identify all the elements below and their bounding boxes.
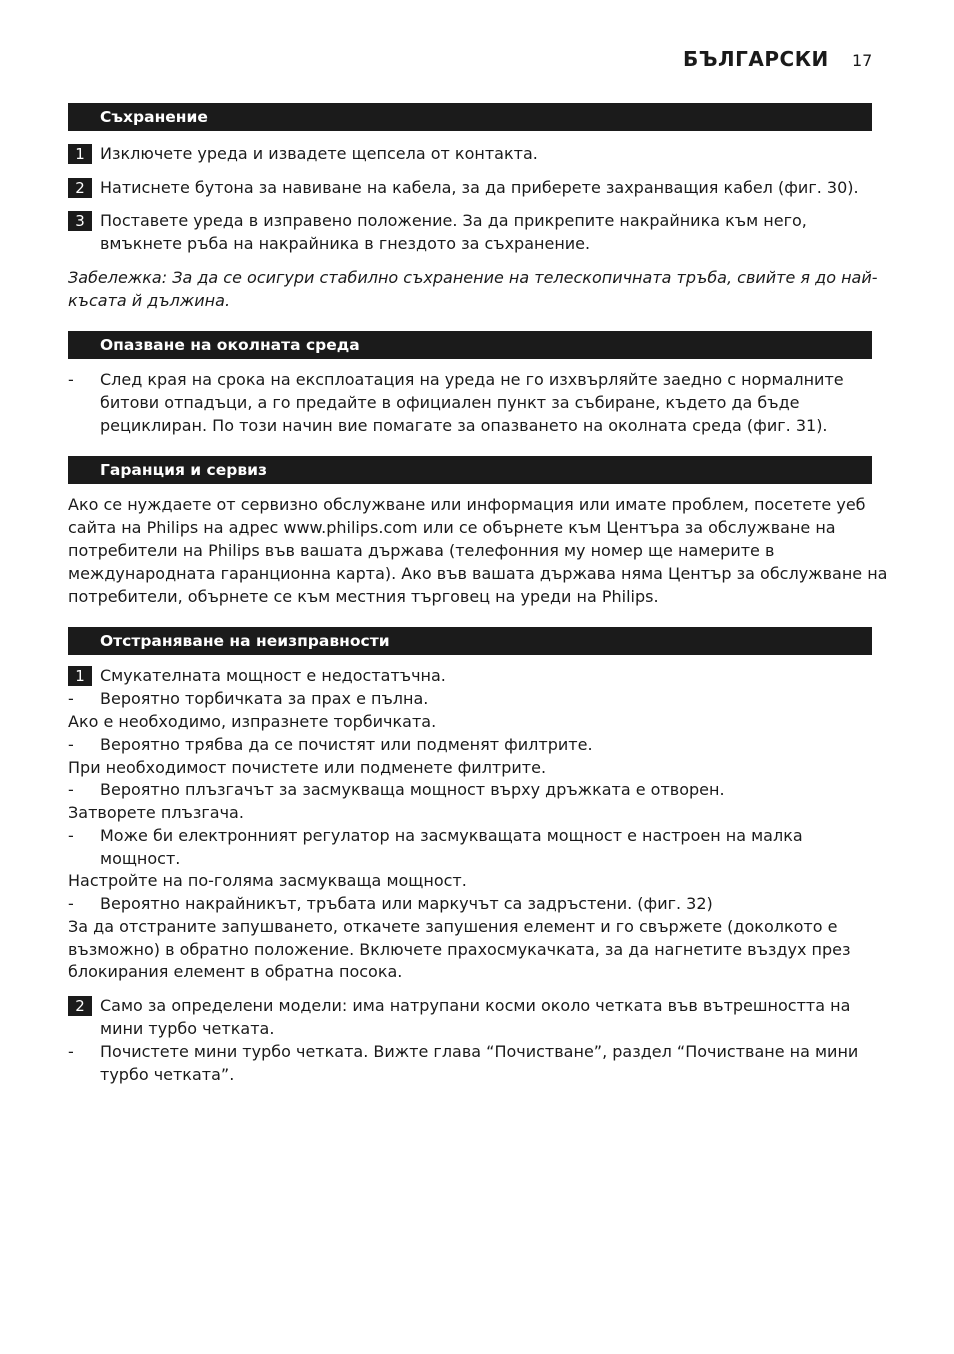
solution-line: За да отстраните запушването, откачете запушения елемент и го свържете (доколкото е — [68, 917, 838, 936]
section-title: Отстраняване на неизправности — [100, 632, 390, 650]
bullet-dash: - — [68, 689, 74, 708]
paragraph-line: потребители, обърнете се към местния търговец на уреди на Philips. — [68, 587, 659, 606]
language-label: БЪЛГАРСКИ — [683, 47, 829, 71]
problem-title: мини турбо четката. — [100, 1019, 275, 1038]
paragraph-line: битови отпадъци, а го предайте в официален пункт за събиране, където да бъде — [100, 393, 800, 412]
step-text: вмъкнете ръба на накрайника в гнездото за съхранение. — [100, 234, 591, 253]
storage-note: късата й дължина. — [68, 291, 231, 310]
step-number-badge: 2 — [68, 178, 92, 198]
bullet-dash: - — [68, 735, 74, 754]
problem-title: Смукателната мощност е недостатъчна. — [100, 666, 446, 685]
bullet-dash: - — [68, 780, 74, 799]
solution-line: При необходимост почистете или подменете филтрите. — [68, 758, 547, 777]
bullet-dash: - — [68, 826, 74, 845]
paragraph-line: рециклиран. По този начин вие помагате за опазването на околната среда (фиг. 31). — [100, 416, 828, 435]
paragraph-line: потребители на Philips във вашата държава (телефонния му номер ще намерите в — [68, 541, 775, 560]
step-number-badge: 1 — [68, 144, 92, 164]
cause-line: мощност. — [100, 849, 181, 868]
step-text: Поставете уреда в изправено положение. За да прикрепите накрайника към него, — [100, 211, 807, 230]
page-number: 17 — [852, 51, 873, 70]
solution-line: Настройте на по-голяма засмукваща мощност. — [68, 871, 467, 890]
bullet-dash: - — [68, 370, 74, 389]
solution-line: Ако е необходимо, изпразнете торбичката. — [68, 712, 437, 731]
section-title: Съхранение — [100, 108, 208, 126]
cause-line: Почистете мини турбо четката. Вижте глава “Почистване”, раздел “Почистване на мини — [100, 1042, 859, 1061]
step-number-badge: 3 — [68, 211, 92, 231]
cause-line: Вероятно плъзгачът за засмукваща мощност върху дръжката е отворен. — [100, 780, 725, 799]
section-title: Опазване на околната среда — [100, 336, 360, 354]
problem-number-badge: 1 — [68, 666, 92, 686]
cause-line: Вероятно трябва да се почистят или подменят филтрите. — [100, 735, 593, 754]
solution-line: Затворете плъзгача. — [68, 803, 244, 822]
paragraph-line: Ако се нуждаете от сервизно обслужване или информация или имате проблем, посетете уеб — [68, 495, 866, 514]
paragraph-line: международната гаранционна карта). Ако във вашата държава няма Център за обслужване на — [68, 564, 888, 583]
cause-line: Вероятно накрайникът, тръбата или маркучът са задръстени. (фиг. 32) — [100, 894, 713, 913]
bullet-dash: - — [68, 894, 74, 913]
solution-line: блокирания елемент в обратна посока. — [68, 962, 403, 981]
step-text: Изключете уреда и извадете щепсела от контакта. — [100, 144, 538, 163]
cause-line: Може би електронният регулатор на засмукващата мощност е настроен на малка — [100, 826, 803, 845]
cause-line: Вероятно торбичката за прах е пълна. — [100, 689, 429, 708]
section-title: Гаранция и сервиз — [100, 461, 268, 479]
solution-line: възможно) в обратно положение. Включете прахосмукачката, за да нагнетите въздух през — [68, 940, 851, 959]
section-heading-environment — [68, 331, 872, 359]
problem-title: Само за определени модели: има натрупани косми около четката във вътрешността на — [100, 996, 851, 1015]
bullet-dash: - — [68, 1042, 74, 1061]
section-heading-storage — [68, 103, 872, 131]
problem-number-badge: 2 — [68, 996, 92, 1016]
cause-line: турбо четката”. — [100, 1065, 235, 1084]
paragraph-line: След края на срока на експлоатация на уреда не го изхвърляйте заедно с нормалните — [100, 370, 844, 389]
step-text: Натиснете бутона за навиване на кабела, за да приберете захранващия кабел (фиг. 30). — [100, 178, 859, 197]
storage-note: Забележка: За да се осигури стабилно съхранение на телескопичната тръба, свийте я до най- — [68, 268, 878, 287]
section-heading-troubleshooting — [68, 627, 872, 655]
section-heading-warranty — [68, 456, 872, 484]
paragraph-line: сайта на Philips на адрес www.philips.com или се обърнете към Центъра за обслужване на — [68, 518, 836, 537]
